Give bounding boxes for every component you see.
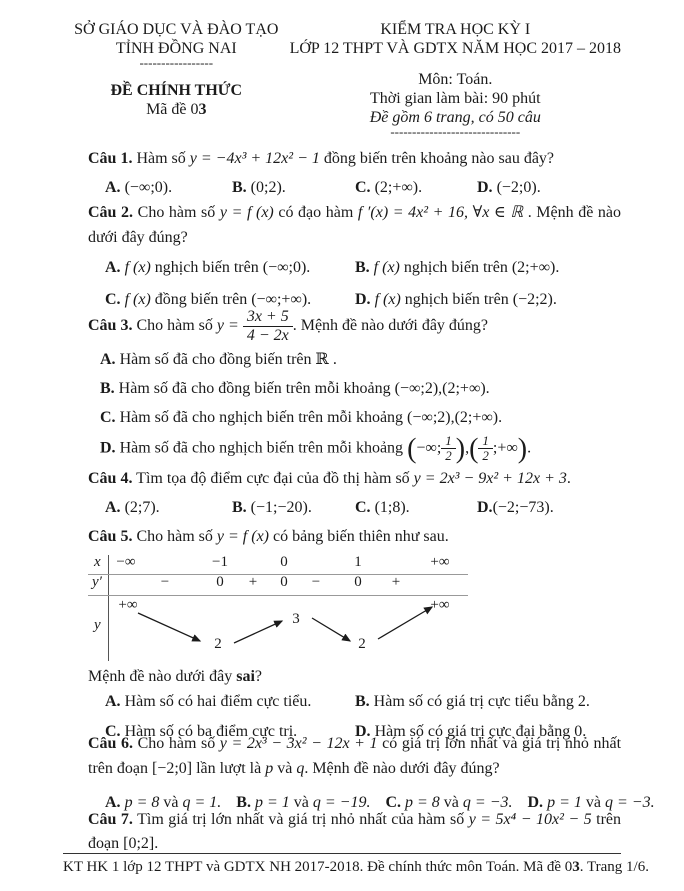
option-c: C. (1;8). (355, 499, 410, 516)
option-b: B. Hàm số có giá trị cực tiểu bằng 2. (355, 693, 590, 710)
big-paren-close: ) (517, 433, 528, 465)
question-4-label: Câu 4. (88, 470, 133, 487)
option-c: C. p = 8 và q = −3. (385, 794, 513, 811)
question-4-text: Câu 4. Tìm tọa độ điểm cực đại của đồ thị hàm số y = 2x³ − 9x² + 12x + 3. (88, 470, 571, 487)
question-2-text: Câu 2. Cho hàm số y = f (x) có đạo hàm f ′(x) = 4x² + 16, ∀x ∈ ℝ . Mệnh đề nào dưới đây đúng? (88, 204, 622, 246)
question-1-label: Câu 1. (88, 150, 133, 167)
question-1-options (88, 175, 621, 201)
fraction: $\frac{1}{2}$ (478, 434, 493, 464)
question-2-math-1: y = f (x) (219, 204, 274, 221)
exam-duration: Thời gian làm bài: 90 phút (369, 90, 541, 107)
question-2-options (88, 255, 621, 313)
y-min: 2 (358, 636, 366, 652)
option-b: B. p = 1 và q = −19. (236, 794, 371, 811)
option-d: D. Hàm số đã cho nghịch biến trên mỗi khoảng (−∞; $\frac{1}{2}$ ),( $\frac{1}{2}$ ;+∞). (100, 433, 532, 465)
y-limit: +∞ (430, 597, 450, 613)
variation-table (88, 555, 468, 661)
big-paren-open: ( (407, 433, 417, 465)
official-exam-label: ĐỀ CHÍNH THỨC (110, 82, 243, 99)
y-max: 3 (292, 611, 300, 627)
variation-arrows (88, 555, 468, 661)
exam-title: KIỂM TRA HỌC KỲ I (380, 21, 531, 38)
fraction: $\frac{3x + 5}{4 - 2x}$ (243, 308, 293, 344)
option-b: B. f (x) nghịch biến trên (2;+∞). (355, 259, 560, 276)
question-2 (88, 200, 621, 313)
option-b: B. (−1;−20). (232, 499, 312, 516)
arrow-down-icon (312, 618, 350, 641)
issuer-province: TỈNH ĐỒNG NAI (115, 40, 237, 57)
option-c: C. Hàm số đã cho nghịch biến trên mỗi khoảng (−∞;2),(2;+∞). (100, 409, 503, 427)
option-d: D. p = 1 và q = −3. (527, 794, 655, 811)
row-yprime-label: y′ (92, 574, 102, 590)
yprime-sign: + (391, 574, 401, 590)
x-value: 0 (280, 554, 288, 570)
question-4 (88, 466, 621, 521)
question-5-stem: Mệnh đề nào dưới đây sai? (88, 668, 262, 685)
question-7-text: Câu 7. Tìm giá trị lớn nhất và giá trị nhỏ nhất của hàm số y = 5x⁴ − 10x² − 5 trên đoạn [0;2]. (88, 811, 621, 852)
exam-subject: Môn: Toán. (418, 71, 493, 88)
y-min: 2 (214, 636, 222, 652)
question-1-post: đồng biến trên khoảng nào sau đây? (323, 150, 555, 167)
question-5-text: Câu 5. Cho hàm số y = f (x) có bảng biến thiên như sau. (88, 528, 449, 545)
issuer-block (63, 20, 290, 137)
arrow-down-icon (138, 613, 200, 641)
option-a: A. f (x) nghịch biến trên (−∞;0). (105, 259, 311, 276)
exam-subtitle: LỚP 12 THPT VÀ GDTX NĂM HỌC 2017 – 2018 (289, 40, 621, 57)
exam-title-block (290, 20, 621, 137)
option-b: B. Hàm số đã cho đồng biến trên mỗi khoảng (−∞;2),(2;+∞). (100, 380, 490, 398)
exam-code-prefix: Mã đề 0 (146, 101, 199, 118)
big-paren-open: ( (469, 433, 479, 465)
x-value: 1 (354, 554, 362, 570)
option-a: A. (−∞;0). (105, 179, 173, 196)
option-b: B. (0;2). (232, 179, 286, 196)
option-a: A. p = 8 và q = 1. (105, 794, 222, 811)
x-value: −∞ (116, 554, 136, 570)
exam-code-number: 3 (198, 101, 207, 118)
right-divider-dashes: ------------------------------ (390, 124, 521, 139)
x-value: +∞ (430, 554, 450, 570)
option-d: D. Hàm số có giá trị cực đại bằng 0. (355, 723, 587, 740)
question-4-math: y = 2x³ − 9x² + 12x + 3 (413, 470, 567, 487)
question-1-pre: Hàm số (136, 150, 186, 167)
question-7 (88, 808, 621, 856)
left-divider-dashes: ----------------- (139, 55, 214, 70)
exam-pages-note: Đề gồm 6 trang, có 50 câu (369, 109, 541, 126)
x-value: −1 (212, 554, 228, 570)
issuer-dept: SỞ GIÁO DỤC VÀ ĐÀO TẠO (74, 21, 279, 38)
question-6-label: Câu 6. (88, 735, 134, 752)
option-c: C. f (x) đồng biến trên (−∞;+∞). (105, 291, 312, 308)
question-1-math: y = −4x³ + 12x² − 1 (189, 150, 320, 167)
y-limit: +∞ (118, 597, 138, 613)
question-2-math-2: f ′(x) = 4x² + 16, ∀x ∈ ℝ (357, 204, 524, 221)
option-a: A. (2;7). (105, 499, 160, 516)
option-c: C. (2;+∞). (355, 179, 423, 196)
option-d: D.(−2;−73). (477, 499, 554, 516)
question-3 (88, 308, 621, 464)
question-3-label: Câu 3. (88, 316, 133, 334)
question-1 (88, 146, 621, 201)
exam-header (63, 20, 621, 137)
big-paren-close: ) (455, 433, 466, 465)
question-5-math: y = f (x) (216, 528, 270, 545)
question-5 (88, 524, 621, 744)
question-4-options (88, 495, 621, 521)
question-6-text: Câu 6. Cho hàm số y = 2x³ − 3x² − 12x + 1 có giá trị lớn nhất và giá trị nhỏ nhất trên đoạn [−2;0] lần lượt là p và q. Mệnh đề nào dưới đây đúng? (88, 735, 622, 777)
option-d: D. f (x) nghịch biến trên (−2;2). (355, 291, 557, 308)
footer-code-number: 3 (572, 859, 580, 875)
option-a: A. Hàm số có hai điểm cực tiểu. (105, 693, 312, 710)
yprime-zero: 0 (216, 574, 224, 590)
question-3-text: Câu 3. Cho hàm số y = $\frac{3x + 5}{4 - 2x}$ . Mệnh đề nào dưới đây đúng? (88, 308, 489, 344)
question-6-math: y = 2x³ − 3x² − 12x + 1 (219, 735, 378, 752)
question-7-label: Câu 7. (88, 811, 133, 828)
yprime-zero: 0 (280, 574, 288, 590)
yprime-zero: 0 (354, 574, 362, 590)
arrow-up-icon (378, 607, 432, 639)
row-y-label: y (94, 617, 101, 633)
question-2-label: Câu 2. (88, 204, 134, 221)
stem-bold-word: sai (236, 668, 255, 685)
question-1-text (88, 146, 621, 171)
page-footer (63, 853, 649, 877)
row-x-label: x (94, 554, 101, 570)
question-5-label: Câu 5. (88, 528, 133, 545)
option-c: C. Hàm số có ba điểm cực trị. (105, 723, 298, 740)
fraction: $\frac{1}{2}$ (441, 434, 456, 464)
footer-text: KT HK 1 lớp 12 THPT và GDTX NH 2017-2018. Đề chính thức môn Toán. Mã đề 0 (63, 859, 573, 875)
question-6 (88, 731, 655, 816)
yprime-sign: + (248, 574, 258, 590)
exam-code (63, 100, 290, 119)
question-7-interval: [0;2]. (123, 835, 159, 852)
arrow-up-icon (234, 621, 282, 643)
option-a: A. Hàm số đã cho đồng biến trên ℝ . (100, 351, 337, 369)
question-7-math: y = 5x⁴ − 10x² − 5 (468, 811, 592, 828)
yprime-sign: − (160, 574, 170, 590)
footer-page-number: . Trang 1/6. (579, 859, 649, 875)
yprime-sign: − (311, 574, 321, 590)
option-d: D. (−2;0). (477, 179, 541, 196)
